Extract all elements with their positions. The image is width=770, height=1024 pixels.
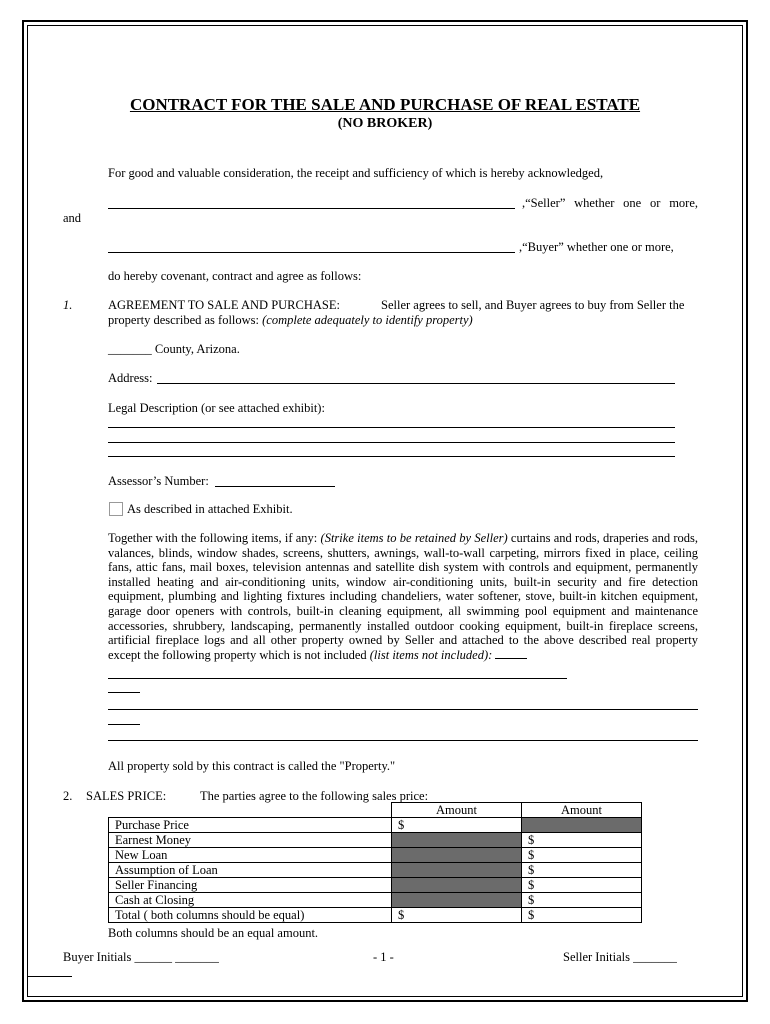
row-label: Total ( both columns should be equal) bbox=[109, 908, 392, 923]
column-header-amount-2: Amount bbox=[522, 803, 642, 818]
excluded-items-line-4[interactable] bbox=[108, 724, 140, 725]
legal-description-line-2[interactable] bbox=[108, 442, 675, 443]
assumption-of-loan-amount[interactable]: $ bbox=[522, 863, 642, 878]
address-label: Address: bbox=[108, 371, 153, 385]
property-definition-text: All property sold by this contract is called the "Property." bbox=[108, 759, 396, 773]
row-label: Cash at Closing bbox=[109, 893, 392, 908]
excluded-items-field-start[interactable] bbox=[495, 649, 527, 659]
table-row bbox=[109, 848, 642, 863]
consideration-text: For good and valuable consideration, the receipt and sufficiency of which is hereby acknowledged, bbox=[108, 166, 604, 180]
section1-heading: AGREEMENT TO SALE AND PURCHASE: bbox=[108, 298, 340, 312]
seller-label: ,“Seller” whether one or more, bbox=[522, 196, 698, 210]
document-title: CONTRACT FOR THE SALE AND PURCHASE OF REAL ESTATE bbox=[129, 95, 641, 114]
row-label: Assumption of Loan bbox=[109, 863, 392, 878]
shaded-cell bbox=[392, 863, 522, 878]
table-row bbox=[109, 863, 642, 878]
buyer-label: ,“Buyer” whether one or more, bbox=[519, 240, 674, 254]
row-label: Seller Financing bbox=[109, 878, 392, 893]
assessor-label: Assessor’s Number: bbox=[108, 474, 209, 488]
purchase-price-amount[interactable]: $ bbox=[392, 818, 522, 833]
column-header-amount-1: Amount bbox=[392, 803, 522, 818]
earnest-money-amount[interactable]: $ bbox=[522, 833, 642, 848]
county-line: _______ County, Arizona. bbox=[108, 342, 240, 356]
address-field[interactable] bbox=[157, 383, 675, 384]
included-items-paragraph: Together with the following items, if any: (Strike items to be retained by Seller) curtains and rods, draperies and rods, valances, blinds, window shades, screens, shutters, awnings, wall-to-wall carpeting, mirrors fixed in place, ceiling fans, attic fans, mail boxes, television antennas and satellite dish system with controls and equipment, permanently installed heating and air-conditioning units, window air-conditioning units, built-in security and fire detection equipment, plumbing and lighting fixtures including chandeliers, water softener, stove, built-in kitchen equipment, garage door openers with controls, built-in cleaning equipment, all swimming pool equipment and maintenance accessories, shrubbery, landscaping, permanently installed outdoor cooking equipment, built-in fireplace screens, artificial fireplace logs and all other property owned by Seller and attached to the above described real property except the following property which is not included (list items not included): bbox=[108, 531, 699, 662]
buyer-initials[interactable]: Buyer Initials ______ _______ bbox=[63, 950, 219, 964]
assessor-number-field[interactable] bbox=[215, 486, 335, 487]
cash-at-closing-amount[interactable]: $ bbox=[522, 893, 642, 908]
table-header-row bbox=[109, 803, 642, 818]
legal-description-line-1[interactable] bbox=[108, 427, 675, 428]
document-subtitle: (NO BROKER) bbox=[337, 116, 433, 131]
table-row bbox=[109, 833, 642, 848]
row-label: New Loan bbox=[109, 848, 392, 863]
table-row bbox=[109, 818, 642, 833]
section2-text: The parties agree to the following sales price: bbox=[200, 789, 429, 803]
row-label: Purchase Price bbox=[109, 818, 392, 833]
excluded-items-line-2[interactable] bbox=[108, 692, 140, 693]
legal-description-line-3[interactable] bbox=[108, 456, 675, 457]
table-row bbox=[109, 878, 642, 893]
seller-financing-amount[interactable]: $ bbox=[522, 878, 642, 893]
buyer-name-field[interactable] bbox=[108, 252, 515, 253]
total-amount-2[interactable]: $ bbox=[522, 908, 642, 923]
county-field[interactable]: _______ bbox=[108, 342, 152, 356]
excluded-items-line-1[interactable] bbox=[108, 678, 567, 679]
section2-heading: SALES PRICE: bbox=[86, 789, 167, 803]
shaded-cell bbox=[392, 848, 522, 863]
footer-divider bbox=[28, 976, 72, 977]
section1-text2: property described as follows: (complete adequately to identify property) bbox=[108, 313, 473, 327]
total-amount-1[interactable]: $ bbox=[392, 908, 522, 923]
page-number: - 1 - bbox=[373, 950, 394, 964]
exhibit-label: As described in attached Exhibit. bbox=[127, 502, 293, 516]
table-note: Both columns should be an equal amount. bbox=[108, 926, 319, 940]
section2-number: 2. bbox=[63, 789, 73, 803]
shaded-cell bbox=[522, 818, 642, 833]
section1-text: Seller agrees to sell, and Buyer agrees to buy from Seller the bbox=[381, 298, 685, 312]
sales-price-table bbox=[108, 802, 642, 923]
excluded-items-line-3[interactable] bbox=[108, 709, 698, 710]
shaded-cell bbox=[392, 893, 522, 908]
section1-number: 1. bbox=[63, 298, 73, 312]
header-blank bbox=[109, 803, 392, 818]
row-label: Earnest Money bbox=[109, 833, 392, 848]
seller-initials[interactable]: Seller Initials _______ bbox=[563, 950, 677, 964]
new-loan-amount[interactable]: $ bbox=[522, 848, 642, 863]
legal-description-label: Legal Description (or see attached exhibit): bbox=[108, 401, 325, 415]
table-row bbox=[109, 908, 642, 923]
exhibit-checkbox[interactable] bbox=[109, 502, 123, 516]
table-row bbox=[109, 893, 642, 908]
shaded-cell bbox=[392, 878, 522, 893]
and-text: and bbox=[63, 211, 82, 225]
covenant-text: do hereby covenant, contract and agree as follows: bbox=[108, 269, 362, 283]
excluded-items-line-5[interactable] bbox=[108, 740, 698, 741]
shaded-cell bbox=[392, 833, 522, 848]
seller-name-field[interactable] bbox=[108, 208, 515, 209]
